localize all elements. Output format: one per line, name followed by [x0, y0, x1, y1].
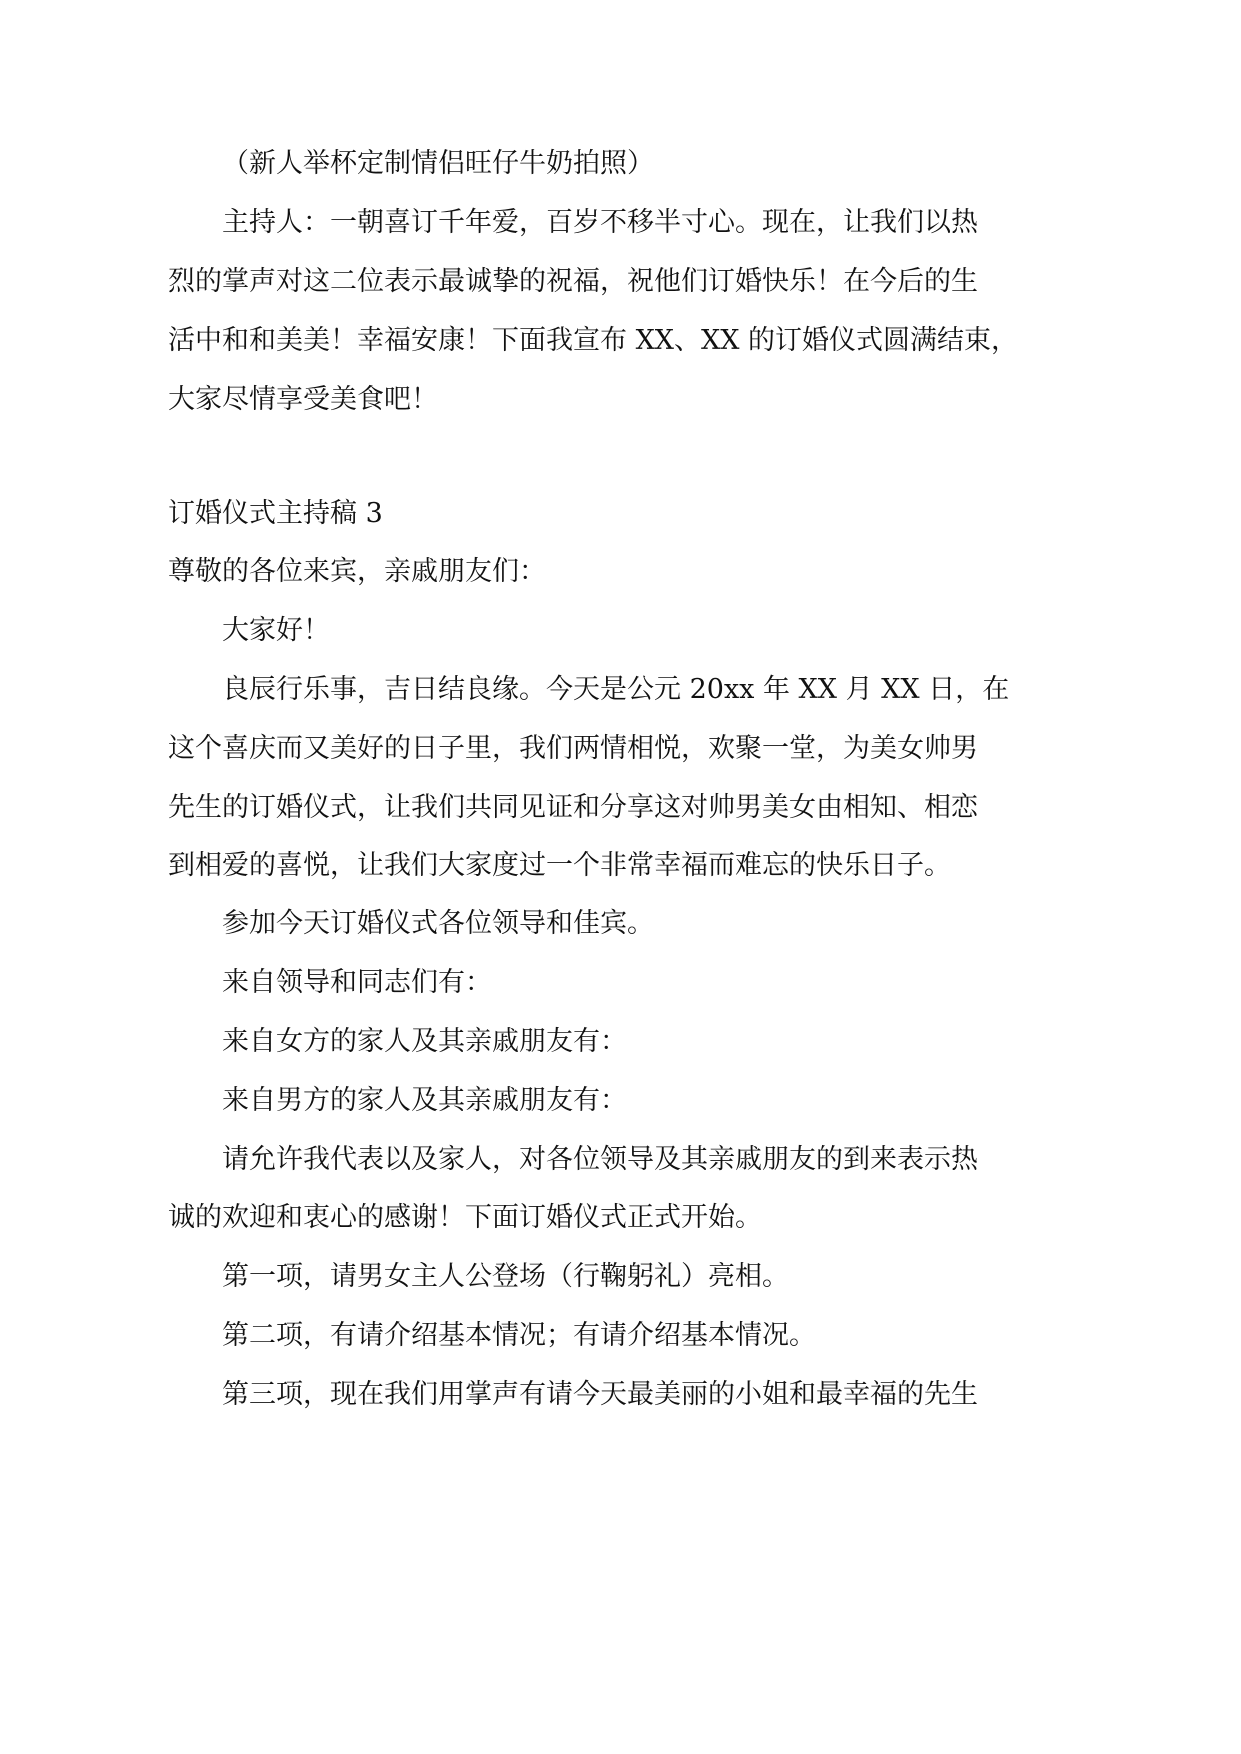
list-item: 第一项，请男女主人公登场（行鞠躬礼）亮相。: [222, 1261, 789, 1292]
text-line: （新人举杯定制情侣旺仔牛奶拍照）: [222, 148, 654, 179]
text-line: 良辰行乐事，吉日结良缘。今天是公元 20xx 年 XX 月 XX 日，在: [222, 674, 1010, 705]
text-line: 大家好！: [222, 615, 330, 646]
text-line: 活中和和美美！幸福安康！下面我宣布 XX、XX 的订婚仪式圆满结束，: [168, 325, 1019, 356]
text-line: 大家尽情享受美食吧！: [168, 384, 438, 415]
text-line: 来自男方的家人及其亲戚朋友有：: [222, 1085, 627, 1116]
greeting-line: 尊敬的各位来宾，亲戚朋友们：: [168, 556, 546, 587]
text-line: 来自领导和同志们有：: [222, 967, 492, 998]
list-item: 第三项，现在我们用掌声有请今天最美丽的小姐和最幸福的先生: [222, 1379, 978, 1410]
list-item: 第二项，有请介绍基本情况；有请介绍基本情况。: [222, 1320, 816, 1351]
text-line: 这个喜庆而又美好的日子里，我们两情相悦，欢聚一堂，为美女帅男: [168, 733, 978, 764]
text-line: 到相爱的喜悦，让我们大家度过一个非常幸福而难忘的快乐日子。: [168, 850, 951, 881]
text-line: 来自女方的家人及其亲戚朋友有：: [222, 1026, 627, 1057]
text-line: 先生的订婚仪式，让我们共同见证和分享这对帅男美女由相知、相恋: [168, 792, 978, 823]
text-line: 参加今天订婚仪式各位领导和佳宾。: [222, 908, 654, 939]
text-line: 主持人：一朝喜订千年爱，百岁不移半寸心。现在，让我们以热: [222, 207, 978, 238]
text-line: 请允许我代表以及家人，对各位领导及其亲戚朋友的到来表示热: [222, 1144, 978, 1175]
text-line: 诚的欢迎和衷心的感谢！下面订婚仪式正式开始。: [168, 1202, 762, 1233]
text-line: 烈的掌声对这二位表示最诚挚的祝福，祝他们订婚快乐！在今后的生: [168, 266, 978, 297]
section-title: 订婚仪式主持稿 3: [168, 498, 383, 529]
